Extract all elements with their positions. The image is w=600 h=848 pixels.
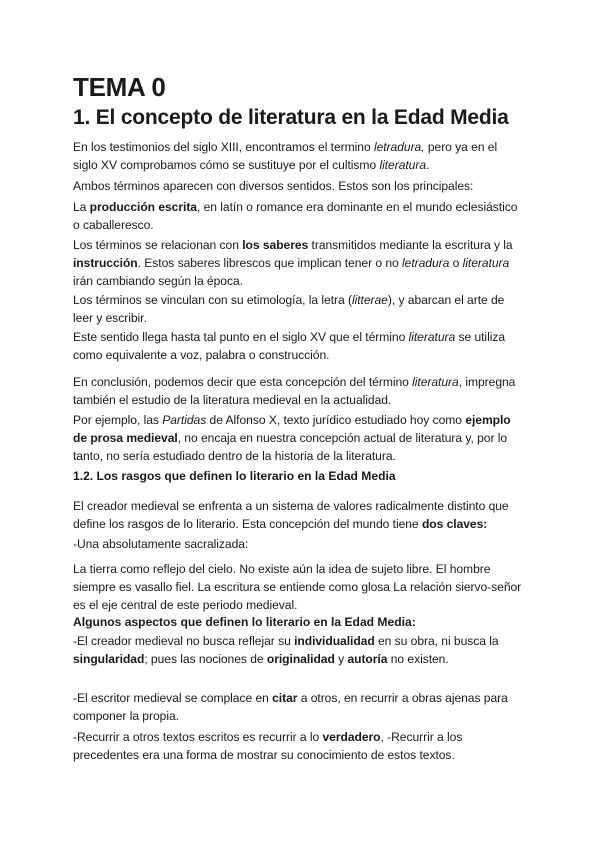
paragraph: La tierra como reflejo del cielo. No existe aún la idea de sujeto libre. El hombre siempre es vasallo fiel. La escritura se entiende como glosa La relación siervo-señor es el eje central de este periodo medieval. [73,562,522,612]
paragraph: -Recurrir a otros textos escritos es recurrir a lo verdadero, -Recurrir a los precedentes era una forma de mostrar su conocimiento de estos textos. [73,730,463,762]
paragraph: En los testimonios del siglo XIII, encontramos el termino letradura, pero ya en el siglo XV comprobamos cómo se sustituye por el cultismo literatura. [73,140,498,172]
paragraph: -Una absolutamente sacralizada: [73,537,249,551]
subsection-heading: 1.2. Los rasgos que definen lo literario en la Edad Media [73,469,396,483]
page-title: TEMA 0 [73,72,166,102]
section-heading: 1. El concepto de literatura en la Edad Media [73,106,509,129]
paragraph: Este sentido llega hasta tal punto en el siglo XV que el término literatura se utiliza como equivalente a voz, palabra o construcción. [73,330,506,362]
paragraph: Por ejemplo, las Partidas de Alfonso X, texto jurídico estudiado hoy como ejemplo de prosa medieval, no encaja en nuestra concepción actual de literatura y, por lo tanto, no sería estudiado dentro de la historia de la literatura. [73,413,511,463]
paragraph: Los términos se relacionan con los saberes transmitidos mediante la escritura y la instrucción. Estos saberes librescos que implican tener o no letradura o literatura irán cambiando según la época. [73,238,513,288]
paragraph: Los términos se vinculan con su etimología, la letra (litterae), y abarcan el arte de leer y escribir. [73,293,505,325]
paragraph: En conclusión, podemos decir que esta concepción del término literatura, impregna también el estudio de la literatura medieval en la actualidad. [73,375,516,407]
paragraph: Ambos términos aparecen con diversos sentidos. Estos son los principales: [73,179,474,193]
aspects-heading: Algunos aspectos que definen lo literario en la Edad Media: [73,615,416,629]
paragraph: La producción escrita, en latín o romance era dominante en el mundo eclesiástico o caballeresco. [73,200,518,232]
paragraph: -El creador medieval no busca reflejar su individualidad en su obra, ni busca la singularidad; pues las nociones de originalidad y autoría no existen. [73,634,499,666]
paragraph: -El escritor medieval se complace en citar a otros, en recurrir a obras ajenas para componer la propia. [73,691,508,723]
paragraph: El creador medieval se enfrenta a un sistema de valores radicalmente distinto que define los rasgos de lo literario. Esta concepción del mundo tiene dos claves: [73,499,509,531]
